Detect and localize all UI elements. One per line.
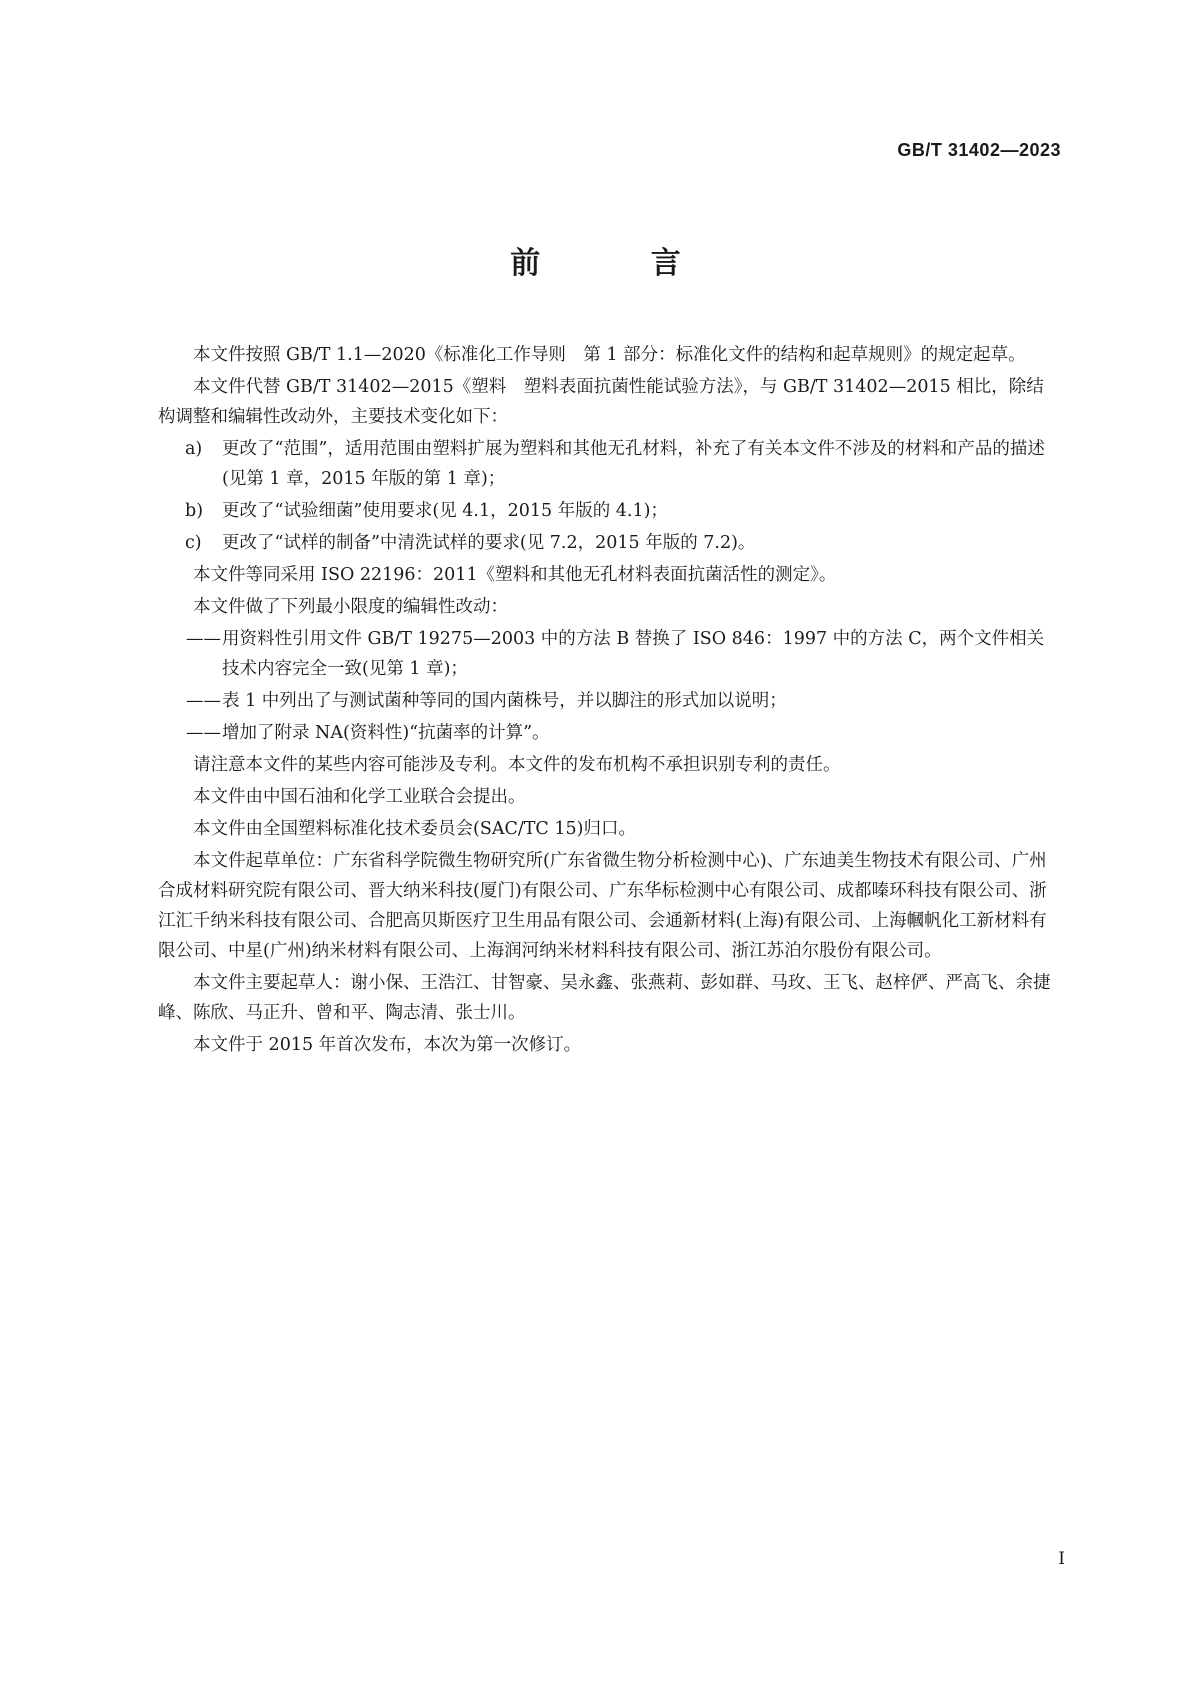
paragraph-patent-notice: 请注意本文件的某些内容可能涉及专利。本文件的发布机构不承担识别专利的责任。: [193, 755, 841, 775]
page-number: I: [1058, 1549, 1065, 1569]
paragraph-revision-history: 本文件于 2015 年首次发布，本次为第一次修订。: [193, 1035, 582, 1055]
list-item-text: 更改了“试验细菌”使用要求(见 4.1，2015 年版的 4.1)；: [222, 501, 668, 521]
dash-item-text: 表 1 中列出了与测试菌种等同的国内菌株号，并以脚注的形式加以说明；: [222, 691, 787, 711]
list-item: [158, 496, 1058, 526]
foreword-body: [158, 340, 1058, 1062]
paragraph-proposed-by: 本文件由中国石油和化学工业联合会提出。: [193, 787, 526, 807]
dash-item: [158, 624, 1058, 684]
list-item: [158, 434, 1058, 494]
list-marker: a): [185, 439, 203, 459]
paragraph-drafting-units: 本文件起草单位：广东省科学院微生物研究所(广东省微生物分析检测中心)、广东迪美生物技术有限公司、广州合成材料研究院有限公司、晋大纳米科技(厦门)有限公司、广东华标检测中心有限公司、成都嗪环科技有限公司、浙江汇千纳米科技有限公司、合肥高贝斯医疗卫生用品有限公司、会通新材料(上海)有限公司、上海幗帆化工新材料有限公司、中星(广州)纳米材料有限公司、上海润河纳米材料科技有限公司、浙江苏泊尔股份有限公司。: [158, 851, 1047, 961]
document-code: GB/T 31402—2023: [897, 140, 1061, 160]
dash-item-text: 用资料性引用文件 GB/T 19275—2003 中的方法 B 替换了 ISO 846：1997 中的方法 C，两个文件相关技术内容完全一致(见第 1 章)；: [222, 629, 1045, 679]
dash-marker: ——: [186, 629, 221, 649]
paragraph-editorial-changes: 本文件做了下列最小限度的编辑性改动：: [193, 597, 508, 617]
list-marker: c): [185, 533, 202, 553]
paragraph-replaces: 本文件代替 GB/T 31402—2015《塑料 塑料表面抗菌性能试验方法》，与 GB/T 31402—2015 相比，除结构调整和编辑性改动外，主要技术变化如下：: [158, 377, 1044, 427]
page-title: 前 言: [510, 246, 731, 281]
paragraph-adoption: 本文件等同采用 ISO 22196：2011《塑料和其他无孔材料表面抗菌活性的测定》。: [193, 565, 837, 585]
dash-marker: ——: [186, 723, 221, 743]
dash-marker: ——: [186, 691, 221, 711]
list-item-text: 更改了“试样的制备”中清洗试样的要求(见 7.2，2015 年版的 7.2)。: [222, 533, 756, 553]
list-item: [158, 528, 1058, 558]
dash-item-text: 增加了附录 NA(资料性)“抗菌率的计算”。: [222, 723, 550, 743]
dash-item: [158, 686, 1058, 716]
list-marker: b): [185, 501, 204, 521]
paragraph-drafting-rules: 本文件按照 GB/T 1.1—2020《标准化工作导则 第 1 部分：标准化文件的结构和起草规则》的规定起草。: [193, 345, 1026, 365]
paragraph-administered-by: 本文件由全国塑料标准化技术委员会(SAC/TC 15)归口。: [193, 819, 636, 839]
list-item-text: 更改了“范围”，适用范围由塑料扩展为塑料和其他无孔材料，补充了有关本文件不涉及的材料和产品的描述(见第 1 章，2015 年版的第 1 章)；: [222, 439, 1045, 489]
paragraph-drafters: 本文件主要起草人：谢小保、王浩江、甘智豪、吴永鑫、张燕莉、彭如群、马玫、王飞、赵梓俨、严高飞、余捷峰、陈欣、马正升、曾和平、陶志清、张士川。: [158, 973, 1051, 1023]
dash-item: [158, 718, 1058, 748]
